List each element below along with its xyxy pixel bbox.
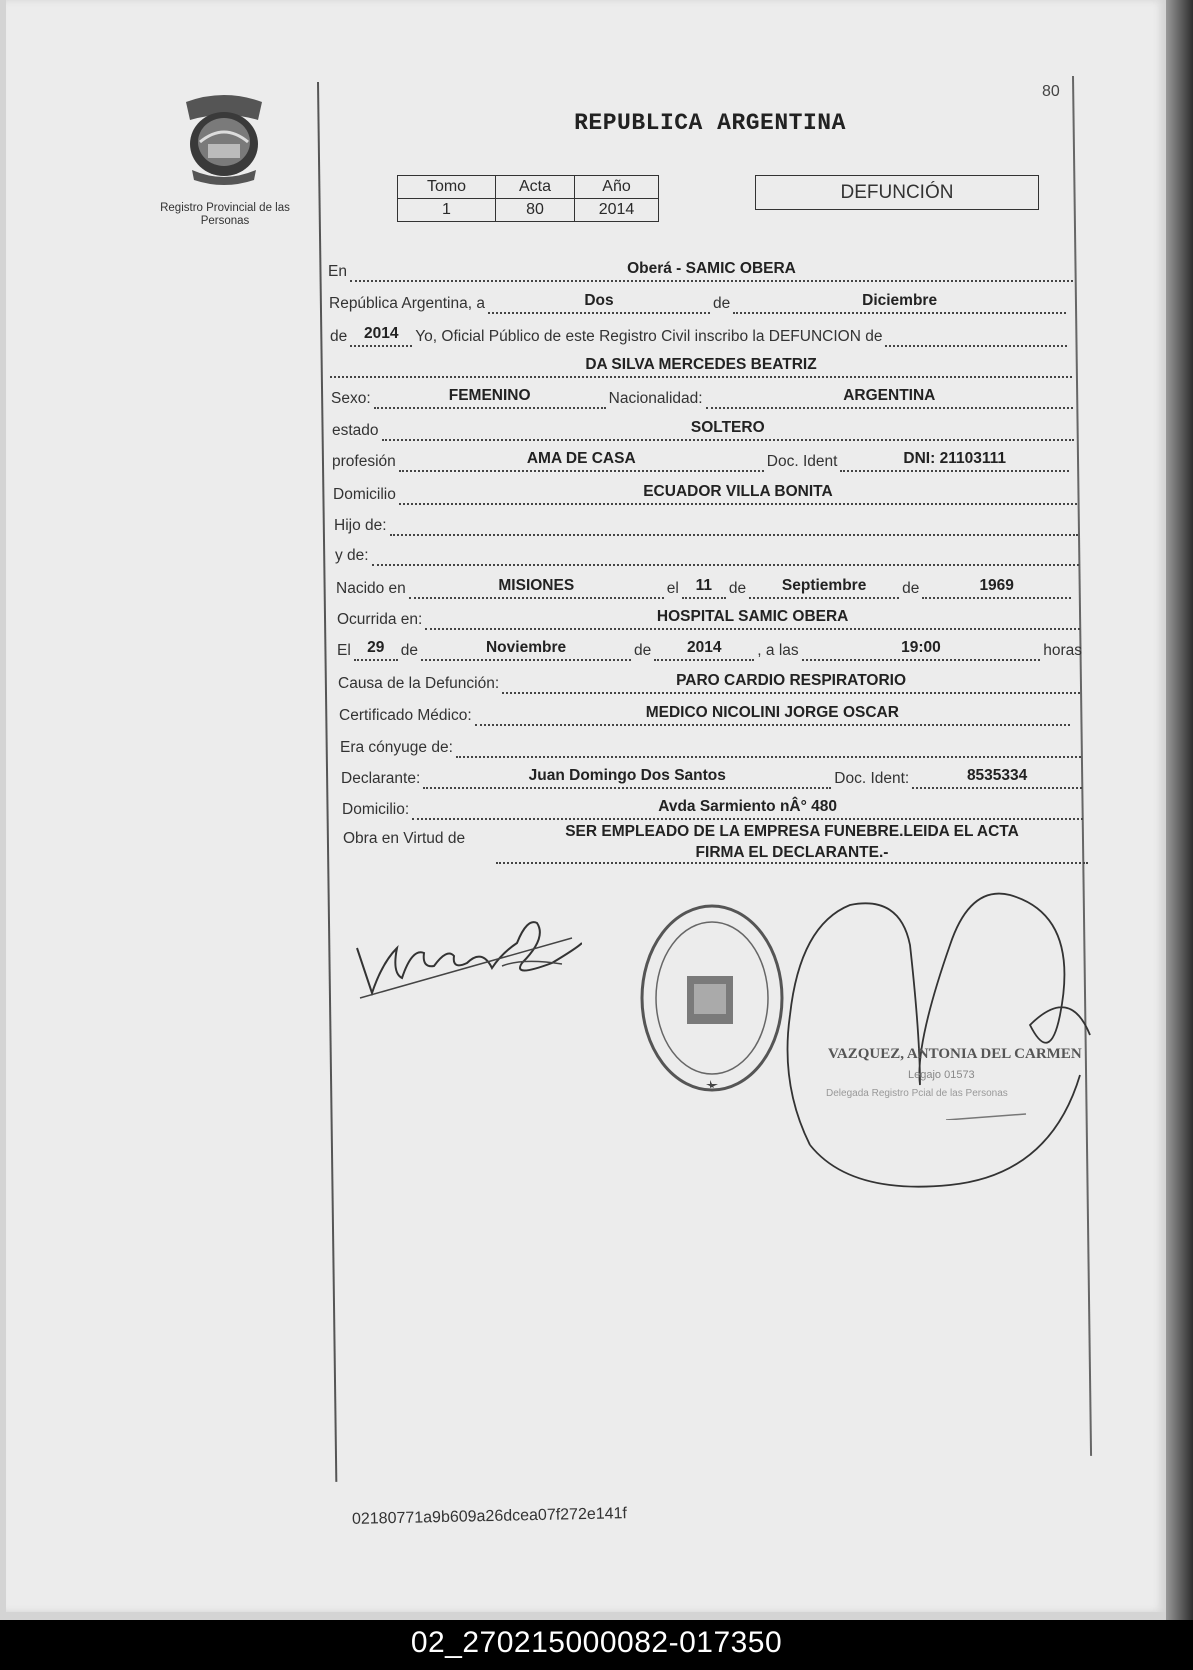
- anio-value: 2014: [575, 199, 659, 222]
- value-lugar: Oberá - SAMIC OBERA: [627, 260, 796, 277]
- label-nacido: Nacido en: [336, 580, 406, 597]
- field-mes: [733, 290, 1066, 314]
- row-fecha-defuncion: [337, 637, 1082, 661]
- label-a-las: , a las: [757, 642, 799, 659]
- officer-legajo: Legajo 01573: [908, 1069, 975, 1081]
- official-seal-stamp: [632, 898, 792, 1098]
- officer-title: Delegada Registro Pcial de las Personas: [826, 1088, 1008, 1099]
- field-nacido-en: [409, 575, 664, 599]
- value-causa: PARO CARDIO RESPIRATORIO: [676, 672, 907, 689]
- value-obra-line2: FIRMA EL DECLARANTE.-: [695, 844, 889, 861]
- row-lugar: [328, 258, 1076, 282]
- value-certificado: MEDICO NICOLINI JORGE OSCAR: [645, 704, 899, 721]
- value-doc-ident: DNI: 21103111: [903, 450, 1006, 467]
- field-conyuge: [456, 734, 1081, 758]
- tomo-header: Tomo: [398, 176, 496, 199]
- logo-caption: Registro Provincial de las Personas: [160, 202, 290, 227]
- field-causa: [502, 670, 1080, 694]
- misiones-coat-of-arms-logo: [178, 92, 270, 188]
- value-ocurrida: HOSPITAL SAMIC OBERA: [656, 608, 849, 625]
- value-mes: Diciembre: [862, 292, 938, 309]
- page-number: 80: [1042, 83, 1060, 100]
- row-hijo: [334, 512, 1081, 536]
- label-horas: horas: [1043, 642, 1082, 659]
- row-y-de: [335, 542, 1082, 566]
- label-ocurrida: Ocurrida en:: [337, 611, 423, 628]
- obra-dotted-line: [496, 862, 1088, 864]
- field-hora: [802, 637, 1041, 661]
- value-nac-anio: 1969: [979, 577, 1014, 594]
- act-type-box: DEFUNCIÓN: [755, 175, 1039, 210]
- field-estado: [382, 417, 1074, 441]
- value-domicilio: ECUADOR VILLA BONITA: [643, 483, 833, 500]
- value-estado: SOLTERO: [690, 419, 765, 436]
- anio-header: Año: [575, 176, 659, 199]
- value-nombre: DA SILVA MERCEDES BEATRIZ: [585, 356, 817, 373]
- label-de: de: [712, 295, 731, 312]
- label-estado: estado: [332, 422, 379, 439]
- row-causa: [338, 670, 1083, 694]
- field-anio: [350, 323, 412, 347]
- row-conyuge: [340, 734, 1084, 758]
- field-nac-dia: [682, 575, 726, 599]
- field-def-dia: [354, 637, 398, 661]
- declarant-signature: [352, 908, 582, 1008]
- label-nacionalidad: Nacionalidad:: [608, 390, 703, 407]
- field-doc-ident: [840, 448, 1069, 472]
- label-domicilio-2: Domicilio:: [342, 801, 410, 818]
- label-declarante: Declarante:: [341, 770, 421, 787]
- label-causa: Causa de la Defunción:: [338, 675, 500, 692]
- value-def-mes: Noviembre: [485, 639, 567, 656]
- row-profesion: [332, 448, 1072, 472]
- row-domicilio-declarante: [342, 796, 1086, 820]
- label-hijo: Hijo de:: [334, 517, 387, 534]
- field-y-de: [372, 542, 1079, 566]
- document-hash: 02180771a9b609a26dcea07f272e141f: [351, 1505, 628, 1528]
- label-obra: Obra en Virtud de: [343, 830, 466, 847]
- field-lugar: [350, 258, 1073, 282]
- label-certificado: Certificado Médico:: [339, 707, 472, 724]
- label-doc-ident-2: Doc. Ident:: [834, 770, 910, 787]
- row-estado: [332, 417, 1077, 441]
- row-obra-label: [343, 830, 465, 849]
- value-declarante-doc: 8535334: [966, 767, 1028, 784]
- field-dia: [488, 290, 710, 314]
- label-en: En: [328, 263, 347, 280]
- label-de-6: de: [634, 642, 652, 659]
- value-declarante-domicilio: Avda Sarmiento nÂ° 480: [658, 798, 837, 815]
- label-de-5: de: [400, 642, 419, 659]
- value-obra-line1: SER EMPLEADO DE LA EMPRESA FUNEBRE.LEIDA EL ACTA: [565, 823, 1019, 840]
- label-domicilio: Domicilio: [333, 486, 396, 503]
- officer-name: VAZQUEZ, ANTONIA DEL CARMEN: [828, 1046, 1082, 1062]
- field-ocurrida: [425, 606, 1080, 630]
- acta-header: Acta: [496, 176, 575, 199]
- field-certificado: [475, 702, 1070, 726]
- row-domicilio: [333, 481, 1080, 505]
- document-title: REPUBLICA ARGENTINA: [574, 110, 846, 136]
- label-conyuge: Era cónyuge de:: [340, 739, 453, 756]
- field-hijo: [390, 512, 1078, 536]
- field-sexo: [374, 385, 606, 409]
- field-def-anio: [654, 637, 754, 661]
- registry-table: [397, 175, 659, 222]
- field-blank: [885, 323, 1067, 347]
- field-nac-mes: [749, 575, 899, 599]
- label-el: el: [666, 580, 679, 597]
- row-declarante: [341, 765, 1085, 789]
- value-nacido-en: MISIONES: [498, 577, 575, 594]
- label-y-de: y de:: [335, 547, 369, 564]
- field-nombre: [330, 354, 1072, 378]
- row-certificado: [339, 702, 1073, 726]
- value-anio: 2014: [364, 325, 399, 342]
- label-doc-ident: Doc. Ident: [766, 453, 838, 470]
- row-nacido: [336, 575, 1074, 599]
- field-declarante-domicilio: [412, 796, 1083, 820]
- value-nacionalidad: ARGENTINA: [843, 387, 936, 404]
- value-def-dia: 29: [367, 639, 385, 656]
- label-de-3: de: [728, 580, 747, 597]
- value-dia: Dos: [584, 292, 614, 309]
- row-anio: [330, 323, 1070, 347]
- label-profesion: profesión: [332, 453, 396, 470]
- officer-stamp: [826, 1040, 1084, 1120]
- row-fecha: [329, 290, 1069, 314]
- page-edge-shadow: [1166, 0, 1193, 1620]
- label-de-4: de: [902, 580, 920, 597]
- field-domicilio: [399, 481, 1077, 505]
- value-nac-mes: Septiembre: [781, 577, 867, 594]
- label-republica: República Argentina, a: [329, 295, 485, 312]
- row-nombre: [330, 354, 1075, 378]
- field-nac-anio: [922, 575, 1071, 599]
- value-nac-dia: 11: [695, 577, 713, 594]
- label-de-2: de: [330, 328, 348, 345]
- label-yo: Yo, Oficial Público de este Registro Civil inscribo la DEFUNCION de: [415, 328, 883, 345]
- value-hora: 19:00: [901, 639, 941, 656]
- acta-value: 80: [496, 199, 575, 222]
- scan-id: 02_270215000082-017350: [410, 1626, 783, 1659]
- value-profesion: AMA DE CASA: [526, 450, 636, 467]
- field-declarante-doc: [912, 765, 1082, 789]
- value-declarante: Juan Domingo Dos Santos: [528, 767, 726, 784]
- field-def-mes: [421, 637, 631, 661]
- scan-id-band: [0, 1620, 1193, 1670]
- field-declarante: [423, 765, 831, 789]
- value-def-anio: 2014: [687, 639, 722, 656]
- field-profesion: [399, 448, 764, 472]
- label-sexo: Sexo:: [331, 390, 371, 407]
- row-sexo: [331, 385, 1076, 409]
- tomo-value: 1: [398, 199, 496, 222]
- label-el-cap: El: [337, 642, 351, 659]
- row-ocurrida: [337, 606, 1083, 630]
- value-sexo: FEMENINO: [448, 387, 531, 404]
- field-nacionalidad: [706, 385, 1073, 409]
